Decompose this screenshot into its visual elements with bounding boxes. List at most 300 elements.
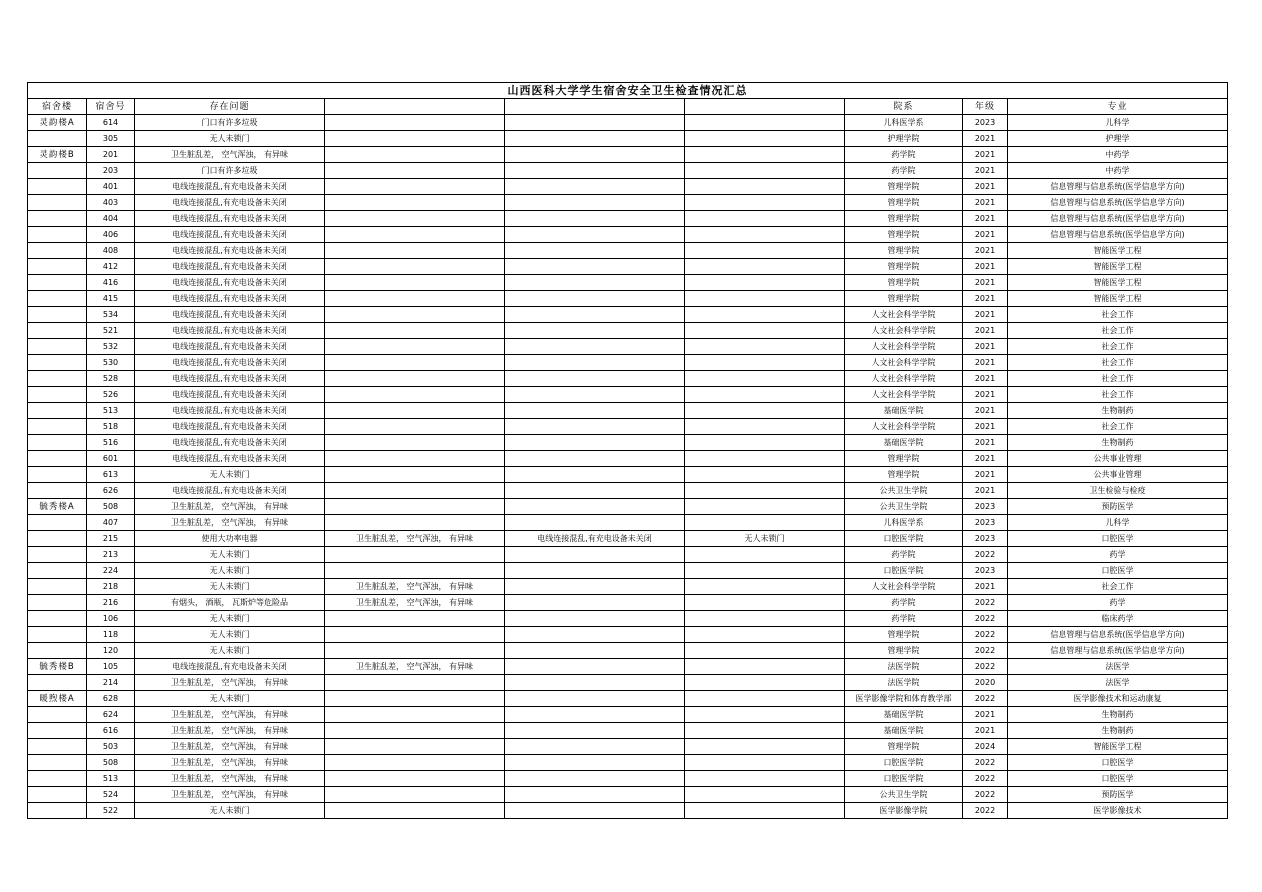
college-cell: 人文社会科学学院 [845, 371, 963, 387]
issue-cell-2 [325, 723, 505, 739]
issue-cell-4 [685, 355, 845, 371]
major-cell: 信息管理与信息系统(医学信息学方向) [1008, 211, 1228, 227]
room-cell: 305 [87, 131, 135, 147]
issue-cell-4 [685, 339, 845, 355]
issue-cell-4 [685, 243, 845, 259]
header-room: 宿舍号 [87, 99, 135, 115]
table-row [28, 755, 1228, 771]
issue-cell-4 [685, 691, 845, 707]
issue-cell-2 [325, 515, 505, 531]
header-grade: 年级 [963, 99, 1008, 115]
college-cell: 管理学院 [845, 291, 963, 307]
college-cell: 护理学院 [845, 131, 963, 147]
major-cell: 社会工作 [1008, 307, 1228, 323]
grade-cell: 2021 [963, 579, 1008, 595]
table-row [28, 563, 1228, 579]
issue-cell-3 [505, 739, 685, 755]
issue-cell-1: 无人未锁门 [135, 467, 325, 483]
building-cell [28, 419, 87, 435]
building-cell [28, 739, 87, 755]
issue-cell-3 [505, 403, 685, 419]
issue-cell-4 [685, 579, 845, 595]
grade-cell: 2022 [963, 691, 1008, 707]
grade-cell: 2021 [963, 483, 1008, 499]
grade-cell: 2022 [963, 755, 1008, 771]
issue-cell-1: 卫生脏乱差， 空气浑浊， 有异味 [135, 515, 325, 531]
table-row [28, 259, 1228, 275]
issue-cell-1: 电线连接混乱,有充电设备未关闭 [135, 195, 325, 211]
building-cell [28, 243, 87, 259]
grade-cell: 2021 [963, 179, 1008, 195]
room-cell: 406 [87, 227, 135, 243]
header-issue-extra-1 [325, 99, 505, 115]
major-cell: 生物制药 [1008, 707, 1228, 723]
major-cell: 预防医学 [1008, 787, 1228, 803]
major-cell: 预防医学 [1008, 499, 1228, 515]
table-row [28, 531, 1228, 547]
major-cell: 社会工作 [1008, 323, 1228, 339]
issue-cell-2 [325, 739, 505, 755]
table-row [28, 131, 1228, 147]
issue-cell-1: 电线连接混乱,有充电设备未关闭 [135, 291, 325, 307]
college-cell: 口腔医学院 [845, 563, 963, 579]
issue-cell-2 [325, 547, 505, 563]
grade-cell: 2021 [963, 371, 1008, 387]
issue-cell-3 [505, 323, 685, 339]
grade-cell: 2021 [963, 355, 1008, 371]
building-cell [28, 531, 87, 547]
table-row [28, 435, 1228, 451]
college-cell: 人文社会科学学院 [845, 323, 963, 339]
inspection-summary-table [27, 82, 1228, 819]
issue-cell-2 [325, 403, 505, 419]
issue-cell-3 [505, 467, 685, 483]
table-row [28, 179, 1228, 195]
college-cell: 管理学院 [845, 195, 963, 211]
building-cell [28, 755, 87, 771]
issue-cell-4 [685, 403, 845, 419]
issue-cell-2 [325, 275, 505, 291]
table-row [28, 691, 1228, 707]
building-cell [28, 307, 87, 323]
grade-cell: 2023 [963, 531, 1008, 547]
table-row [28, 211, 1228, 227]
issue-cell-4 [685, 803, 845, 819]
major-cell: 中药学 [1008, 147, 1228, 163]
room-cell: 203 [87, 163, 135, 179]
room-cell: 403 [87, 195, 135, 211]
building-cell: 灵韵楼A [28, 115, 87, 131]
building-cell [28, 803, 87, 819]
table-row [28, 771, 1228, 787]
issue-cell-4 [685, 771, 845, 787]
grade-cell: 2020 [963, 675, 1008, 691]
issue-cell-3 [505, 131, 685, 147]
table-row [28, 419, 1228, 435]
issue-cell-2 [325, 259, 505, 275]
grade-cell: 2021 [963, 131, 1008, 147]
issue-cell-4 [685, 787, 845, 803]
table-row [28, 515, 1228, 531]
grade-cell: 2021 [963, 419, 1008, 435]
college-cell: 管理学院 [845, 627, 963, 643]
major-cell: 公共事业管理 [1008, 451, 1228, 467]
issue-cell-1: 电线连接混乱,有充电设备未关闭 [135, 179, 325, 195]
issue-cell-4 [685, 499, 845, 515]
issue-cell-2 [325, 499, 505, 515]
issue-cell-3 [505, 707, 685, 723]
issue-cell-3 [505, 163, 685, 179]
major-cell: 智能医学工程 [1008, 739, 1228, 755]
major-cell: 医学影像技术和运动康复 [1008, 691, 1228, 707]
issue-cell-2 [325, 675, 505, 691]
building-cell [28, 179, 87, 195]
issue-cell-4 [685, 435, 845, 451]
issue-cell-3 [505, 547, 685, 563]
grade-cell: 2022 [963, 803, 1008, 819]
room-cell: 526 [87, 387, 135, 403]
grade-cell: 2021 [963, 403, 1008, 419]
issue-cell-2 [325, 115, 505, 131]
building-cell [28, 403, 87, 419]
building-cell [28, 643, 87, 659]
building-cell [28, 355, 87, 371]
issue-cell-2 [325, 755, 505, 771]
table-row [28, 227, 1228, 243]
college-cell: 人文社会科学学院 [845, 307, 963, 323]
table-row [28, 163, 1228, 179]
table-row [28, 739, 1228, 755]
room-cell: 601 [87, 451, 135, 467]
college-cell: 人文社会科学学院 [845, 355, 963, 371]
table-row [28, 307, 1228, 323]
issue-cell-1: 电线连接混乱,有充电设备未关闭 [135, 211, 325, 227]
building-cell [28, 131, 87, 147]
header-row [28, 99, 1228, 115]
room-cell: 513 [87, 403, 135, 419]
room-cell: 218 [87, 579, 135, 595]
issue-cell-1: 无人未锁门 [135, 563, 325, 579]
issue-cell-3 [505, 787, 685, 803]
college-cell: 管理学院 [845, 467, 963, 483]
room-cell: 503 [87, 739, 135, 755]
issue-cell-3 [505, 115, 685, 131]
issue-cell-2 [325, 451, 505, 467]
college-cell: 管理学院 [845, 243, 963, 259]
major-cell: 社会工作 [1008, 371, 1228, 387]
major-cell: 公共事业管理 [1008, 467, 1228, 483]
building-cell [28, 435, 87, 451]
issue-cell-4 [685, 563, 845, 579]
building-cell [28, 259, 87, 275]
grade-cell: 2022 [963, 643, 1008, 659]
issue-cell-4 [685, 211, 845, 227]
college-cell: 法医学院 [845, 659, 963, 675]
building-cell [28, 371, 87, 387]
table-row [28, 723, 1228, 739]
issue-cell-1: 卫生脏乱差， 空气浑浊， 有异味 [135, 739, 325, 755]
grade-cell: 2023 [963, 563, 1008, 579]
issue-cell-3 [505, 675, 685, 691]
major-cell: 生物制药 [1008, 723, 1228, 739]
room-cell: 626 [87, 483, 135, 499]
header-college: 院系 [845, 99, 963, 115]
issue-cell-1: 卫生脏乱差， 空气浑浊， 有异味 [135, 787, 325, 803]
college-cell: 儿科医学系 [845, 515, 963, 531]
grade-cell: 2021 [963, 467, 1008, 483]
building-cell [28, 467, 87, 483]
room-cell: 415 [87, 291, 135, 307]
major-cell: 社会工作 [1008, 579, 1228, 595]
grade-cell: 2021 [963, 147, 1008, 163]
issue-cell-4 [685, 131, 845, 147]
major-cell: 卫生检验与检疫 [1008, 483, 1228, 499]
room-cell: 214 [87, 675, 135, 691]
grade-cell: 2021 [963, 163, 1008, 179]
table-row [28, 387, 1228, 403]
room-cell: 521 [87, 323, 135, 339]
issue-cell-4 [685, 483, 845, 499]
table-row [28, 547, 1228, 563]
issue-cell-2 [325, 339, 505, 355]
college-cell: 口腔医学院 [845, 755, 963, 771]
issue-cell-2: 卫生脏乱差， 空气浑浊， 有异味 [325, 659, 505, 675]
building-cell: 暖煦楼A [28, 691, 87, 707]
grade-cell: 2022 [963, 659, 1008, 675]
grade-cell: 2021 [963, 451, 1008, 467]
major-cell: 信息管理与信息系统(医学信息学方向) [1008, 227, 1228, 243]
issue-cell-4 [685, 291, 845, 307]
issue-cell-4 [685, 611, 845, 627]
room-cell: 224 [87, 563, 135, 579]
college-cell: 口腔医学院 [845, 531, 963, 547]
issue-cell-1: 电线连接混乱,有充电设备未关闭 [135, 259, 325, 275]
issue-cell-1: 无人未锁门 [135, 611, 325, 627]
grade-cell: 2021 [963, 243, 1008, 259]
issue-cell-4 [685, 195, 845, 211]
issue-cell-3 [505, 771, 685, 787]
college-cell: 药学院 [845, 547, 963, 563]
room-cell: 215 [87, 531, 135, 547]
room-cell: 616 [87, 723, 135, 739]
building-cell [28, 211, 87, 227]
table-row [28, 787, 1228, 803]
header-building: 宿舍楼 [28, 99, 87, 115]
issue-cell-4 [685, 147, 845, 163]
college-cell: 管理学院 [845, 643, 963, 659]
room-cell: 524 [87, 787, 135, 803]
table-row [28, 115, 1228, 131]
table-row [28, 355, 1228, 371]
issue-cell-2 [325, 195, 505, 211]
issue-cell-2 [325, 627, 505, 643]
building-cell [28, 339, 87, 355]
grade-cell: 2023 [963, 499, 1008, 515]
issue-cell-2 [325, 467, 505, 483]
grade-cell: 2021 [963, 339, 1008, 355]
table-row [28, 499, 1228, 515]
building-cell [28, 611, 87, 627]
issue-cell-4 [685, 659, 845, 675]
issue-cell-3 [505, 179, 685, 195]
room-cell: 404 [87, 211, 135, 227]
table-row [28, 291, 1228, 307]
issue-cell-1: 卫生脏乱差， 空气浑浊， 有异味 [135, 499, 325, 515]
issue-cell-2 [325, 707, 505, 723]
major-cell: 中药学 [1008, 163, 1228, 179]
table-row [28, 275, 1228, 291]
issue-cell-1: 电线连接混乱,有充电设备未关闭 [135, 403, 325, 419]
issue-cell-4 [685, 163, 845, 179]
issue-cell-3 [505, 579, 685, 595]
building-cell [28, 707, 87, 723]
college-cell: 基础医学院 [845, 707, 963, 723]
building-cell [28, 547, 87, 563]
college-cell: 公共卫生学院 [845, 483, 963, 499]
building-cell [28, 723, 87, 739]
table-row [28, 595, 1228, 611]
major-cell: 口腔医学 [1008, 531, 1228, 547]
header-issue-extra-2 [505, 99, 685, 115]
room-cell: 628 [87, 691, 135, 707]
issue-cell-1: 门口有许多垃圾 [135, 115, 325, 131]
table-body [28, 115, 1228, 819]
major-cell: 信息管理与信息系统(医学信息学方向) [1008, 179, 1228, 195]
room-cell: 416 [87, 275, 135, 291]
table-row [28, 627, 1228, 643]
issue-cell-2 [325, 691, 505, 707]
issue-cell-3 [505, 803, 685, 819]
grade-cell: 2021 [963, 435, 1008, 451]
grade-cell: 2021 [963, 227, 1008, 243]
building-cell [28, 627, 87, 643]
issue-cell-4 [685, 723, 845, 739]
major-cell: 社会工作 [1008, 419, 1228, 435]
table-row [28, 339, 1228, 355]
room-cell: 518 [87, 419, 135, 435]
issue-cell-3 [505, 723, 685, 739]
issue-cell-1: 无人未锁门 [135, 131, 325, 147]
major-cell: 智能医学工程 [1008, 291, 1228, 307]
issue-cell-4 [685, 371, 845, 387]
issue-cell-1: 门口有许多垃圾 [135, 163, 325, 179]
table-row [28, 195, 1228, 211]
issue-cell-3 [505, 371, 685, 387]
grade-cell: 2022 [963, 611, 1008, 627]
room-cell: 105 [87, 659, 135, 675]
table-row [28, 403, 1228, 419]
grade-cell: 2021 [963, 723, 1008, 739]
table-row [28, 371, 1228, 387]
major-cell: 儿科学 [1008, 515, 1228, 531]
college-cell: 医学影像学院 [845, 803, 963, 819]
issue-cell-2 [325, 211, 505, 227]
issue-cell-1: 电线连接混乱,有充电设备未关闭 [135, 419, 325, 435]
issue-cell-1: 卫生脏乱差， 空气浑浊， 有异味 [135, 707, 325, 723]
college-cell: 药学院 [845, 595, 963, 611]
issue-cell-2 [325, 387, 505, 403]
room-cell: 407 [87, 515, 135, 531]
major-cell: 医学影像技术 [1008, 803, 1228, 819]
grade-cell: 2022 [963, 595, 1008, 611]
grade-cell: 2022 [963, 771, 1008, 787]
issue-cell-2 [325, 291, 505, 307]
issue-cell-4 [685, 307, 845, 323]
issue-cell-4 [685, 259, 845, 275]
grade-cell: 2021 [963, 275, 1008, 291]
issue-cell-4 [685, 451, 845, 467]
issue-cell-1: 电线连接混乱,有充电设备未关闭 [135, 483, 325, 499]
issue-cell-1: 电线连接混乱,有充电设备未关闭 [135, 451, 325, 467]
table-row [28, 611, 1228, 627]
college-cell: 人文社会科学学院 [845, 339, 963, 355]
table-row [28, 643, 1228, 659]
issue-cell-2 [325, 563, 505, 579]
issue-cell-1: 电线连接混乱,有充电设备未关闭 [135, 659, 325, 675]
table-row [28, 579, 1228, 595]
table-row [28, 707, 1228, 723]
issue-cell-1: 无人未锁门 [135, 643, 325, 659]
college-cell: 管理学院 [845, 227, 963, 243]
issue-cell-4 [685, 227, 845, 243]
grade-cell: 2021 [963, 195, 1008, 211]
college-cell: 公共卫生学院 [845, 499, 963, 515]
issue-cell-4: 无人未锁门 [685, 531, 845, 547]
college-cell: 儿科医学系 [845, 115, 963, 131]
room-cell: 532 [87, 339, 135, 355]
major-cell: 护理学 [1008, 131, 1228, 147]
grade-cell: 2021 [963, 307, 1008, 323]
major-cell: 法医学 [1008, 675, 1228, 691]
major-cell: 智能医学工程 [1008, 243, 1228, 259]
building-cell [28, 595, 87, 611]
room-cell: 216 [87, 595, 135, 611]
building-cell [28, 387, 87, 403]
building-cell [28, 163, 87, 179]
major-cell: 口腔医学 [1008, 771, 1228, 787]
major-cell: 生物制药 [1008, 403, 1228, 419]
issue-cell-3 [505, 227, 685, 243]
major-cell: 生物制药 [1008, 435, 1228, 451]
room-cell: 201 [87, 147, 135, 163]
college-cell: 管理学院 [845, 211, 963, 227]
issue-cell-3 [505, 435, 685, 451]
issue-cell-1: 电线连接混乱,有充电设备未关闭 [135, 307, 325, 323]
issue-cell-3 [505, 627, 685, 643]
issue-cell-2 [325, 355, 505, 371]
issue-cell-4 [685, 467, 845, 483]
grade-cell: 2021 [963, 387, 1008, 403]
building-cell: 灵韵楼B [28, 147, 87, 163]
issue-cell-2 [325, 227, 505, 243]
table-row [28, 803, 1228, 819]
issue-cell-3 [505, 451, 685, 467]
issue-cell-1: 电线连接混乱,有充电设备未关闭 [135, 275, 325, 291]
major-cell: 儿科学 [1008, 115, 1228, 131]
room-cell: 624 [87, 707, 135, 723]
issue-cell-2: 卫生脏乱差， 空气浑浊， 有异味 [325, 579, 505, 595]
major-cell: 口腔医学 [1008, 755, 1228, 771]
major-cell: 社会工作 [1008, 387, 1228, 403]
building-cell [28, 579, 87, 595]
table-row [28, 243, 1228, 259]
grade-cell: 2023 [963, 515, 1008, 531]
building-cell [28, 291, 87, 307]
issue-cell-4 [685, 115, 845, 131]
issue-cell-1: 无人未锁门 [135, 627, 325, 643]
issue-cell-4 [685, 515, 845, 531]
college-cell: 管理学院 [845, 451, 963, 467]
